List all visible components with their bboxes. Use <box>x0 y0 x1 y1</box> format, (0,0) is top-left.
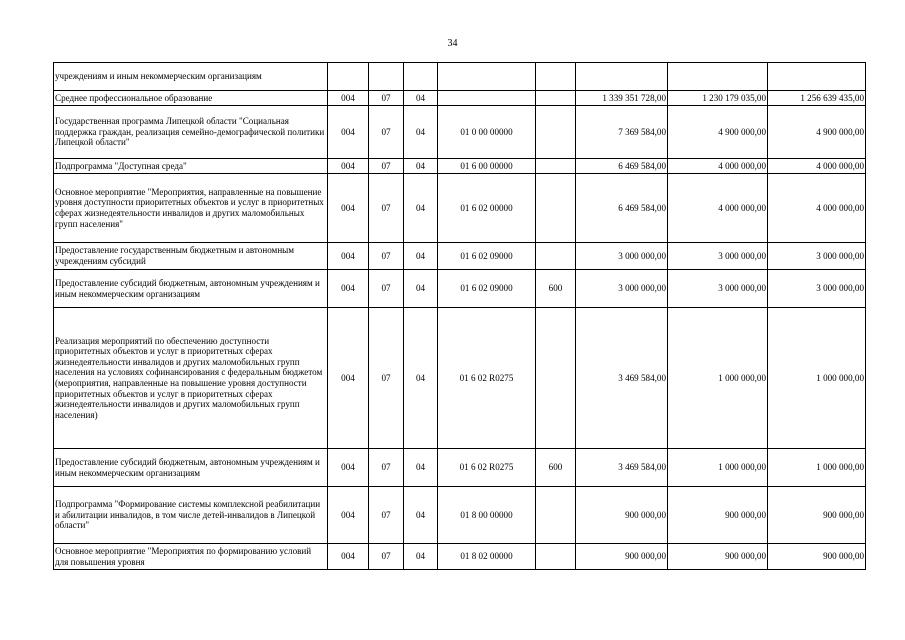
cell-amount-year1: 3 000 000,00 <box>576 270 668 308</box>
cell-target-article: 01 8 00 00000 <box>438 487 536 544</box>
cell-target-article: 01 6 02 09000 <box>438 243 536 270</box>
cell-amount-year2: 4 900 000,00 <box>668 106 768 159</box>
table-row <box>54 63 866 91</box>
cell-name: Предоставление субсидий бюджетным, автономным учреждениям и иным некоммерческим организациям <box>54 270 328 308</box>
cell-expense-type <box>536 106 576 159</box>
cell-name: Предоставление государственным бюджетным и автономным учреждениям субсидий <box>54 243 328 270</box>
cell-expense-type: 600 <box>536 270 576 308</box>
cell-amount-year2: 4 000 000,00 <box>668 159 768 174</box>
cell-section: 07 <box>369 174 404 243</box>
cell-name: Среднее профессиональное образование <box>54 91 328 106</box>
cell-section <box>369 63 404 91</box>
table-row <box>54 91 866 106</box>
cell-subsection: 04 <box>404 243 438 270</box>
cell-name: Подпрограмма "Формирование системы комплексной реабилитации и абилитации инвалидов, в том числе детей-инвалидов в Липецкой области" <box>54 487 328 544</box>
table-row <box>54 106 866 159</box>
cell-section: 07 <box>369 308 404 449</box>
cell-name: Государственная программа Липецкой области "Социальная поддержка граждан, реализация семейно-демографической политики Липецкой области" <box>54 106 328 159</box>
cell-name: учреждениям и иным некоммерческим организациям <box>54 63 328 91</box>
cell-amount-year2: 900 000,00 <box>668 487 768 544</box>
cell-grbs: 004 <box>328 544 369 570</box>
cell-section: 07 <box>369 106 404 159</box>
cell-subsection: 04 <box>404 159 438 174</box>
cell-name: Предоставление субсидий бюджетным, автономным учреждениям и иным некоммерческим организациям <box>54 449 328 487</box>
cell-section: 07 <box>369 91 404 106</box>
table-row <box>54 270 866 308</box>
cell-expense-type <box>536 174 576 243</box>
cell-amount-year3: 4 900 000,00 <box>768 106 866 159</box>
table-row <box>54 243 866 270</box>
table-row <box>54 308 866 449</box>
cell-subsection: 04 <box>404 270 438 308</box>
cell-grbs: 004 <box>328 159 369 174</box>
cell-amount-year1: 1 339 351 728,00 <box>576 91 668 106</box>
cell-target-article: 01 6 00 00000 <box>438 159 536 174</box>
page-number: 34 <box>447 38 458 49</box>
table-row <box>54 544 866 570</box>
cell-amount-year1: 7 369 584,00 <box>576 106 668 159</box>
cell-amount-year3: 1 000 000,00 <box>768 308 866 449</box>
cell-subsection: 04 <box>404 544 438 570</box>
cell-amount-year2: 1 000 000,00 <box>668 308 768 449</box>
cell-target-article: 01 8 02 00000 <box>438 544 536 570</box>
cell-amount-year3: 3 000 000,00 <box>768 243 866 270</box>
cell-amount-year2: 3 000 000,00 <box>668 270 768 308</box>
cell-amount-year1: 3 469 584,00 <box>576 449 668 487</box>
cell-section: 07 <box>369 243 404 270</box>
cell-amount-year2: 3 000 000,00 <box>668 243 768 270</box>
cell-section: 07 <box>369 544 404 570</box>
cell-amount-year1: 900 000,00 <box>576 544 668 570</box>
cell-target-article <box>438 63 536 91</box>
cell-subsection: 04 <box>404 91 438 106</box>
cell-grbs: 004 <box>328 91 369 106</box>
cell-grbs: 004 <box>328 174 369 243</box>
cell-amount-year3 <box>768 63 866 91</box>
cell-amount-year1: 900 000,00 <box>576 487 668 544</box>
cell-grbs <box>328 63 369 91</box>
cell-target-article <box>438 91 536 106</box>
cell-section: 07 <box>369 270 404 308</box>
table-row <box>54 449 866 487</box>
cell-target-article: 01 0 00 00000 <box>438 106 536 159</box>
cell-target-article: 01 6 02 09000 <box>438 270 536 308</box>
cell-grbs: 004 <box>328 308 369 449</box>
cell-expense-type <box>536 544 576 570</box>
cell-amount-year1 <box>576 63 668 91</box>
cell-amount-year2: 1 000 000,00 <box>668 449 768 487</box>
cell-amount-year1: 3 000 000,00 <box>576 243 668 270</box>
cell-expense-type <box>536 308 576 449</box>
cell-grbs: 004 <box>328 270 369 308</box>
cell-name: Основное мероприятие "Мероприятия по формированию условий для повышения уровня <box>54 544 328 570</box>
cell-amount-year1: 6 469 584,00 <box>576 174 668 243</box>
cell-amount-year3: 4 000 000,00 <box>768 159 866 174</box>
cell-grbs: 004 <box>328 106 369 159</box>
cell-expense-type <box>536 63 576 91</box>
budget-table <box>53 62 866 570</box>
cell-amount-year2 <box>668 63 768 91</box>
cell-amount-year3: 1 256 639 435,00 <box>768 91 866 106</box>
cell-section: 07 <box>369 449 404 487</box>
cell-name: Основное мероприятие "Мероприятия, направленные на повышение уровня доступности приоритетных объектов и услуг в приоритетных сферах жизнедеятельности инвалидов и других маломобильных групп населения" <box>54 174 328 243</box>
cell-section: 07 <box>369 159 404 174</box>
cell-subsection: 04 <box>404 308 438 449</box>
cell-subsection: 04 <box>404 449 438 487</box>
cell-expense-type <box>536 159 576 174</box>
table-row <box>54 159 866 174</box>
cell-grbs: 004 <box>328 243 369 270</box>
cell-grbs: 004 <box>328 487 369 544</box>
cell-amount-year1: 6 469 584,00 <box>576 159 668 174</box>
cell-expense-type <box>536 91 576 106</box>
table-row <box>54 487 866 544</box>
cell-expense-type <box>536 243 576 270</box>
cell-subsection <box>404 63 438 91</box>
cell-amount-year3: 3 000 000,00 <box>768 270 866 308</box>
cell-target-article: 01 6 02 00000 <box>438 174 536 243</box>
cell-expense-type: 600 <box>536 449 576 487</box>
cell-amount-year2: 900 000,00 <box>668 544 768 570</box>
cell-target-article: 01 6 02 R0275 <box>438 308 536 449</box>
table-body <box>54 63 866 570</box>
table-row <box>54 174 866 243</box>
cell-name: Реализация мероприятий по обеспечению доступности приоритетных объектов и услуг в приоритетных сферах жизнедеятельности инвалидов и других маломобильных групп населения на условиях софинансирования с федеральным бюджетом (мероприятия, направленные на повышение уровня доступности приоритетных объектов и услуг в приоритетных сферах жизнедеятельности инвалидов и других маломобильных групп населения) <box>54 308 328 449</box>
cell-name: Подпрограмма "Доступная среда" <box>54 159 328 174</box>
cell-amount-year3: 1 000 000,00 <box>768 449 866 487</box>
cell-amount-year3: 900 000,00 <box>768 544 866 570</box>
cell-grbs: 004 <box>328 449 369 487</box>
cell-amount-year3: 4 000 000,00 <box>768 174 866 243</box>
cell-subsection: 04 <box>404 487 438 544</box>
cell-subsection: 04 <box>404 106 438 159</box>
cell-subsection: 04 <box>404 174 438 243</box>
cell-amount-year2: 1 230 179 035,00 <box>668 91 768 106</box>
cell-section: 07 <box>369 487 404 544</box>
cell-amount-year2: 4 000 000,00 <box>668 174 768 243</box>
cell-amount-year3: 900 000,00 <box>768 487 866 544</box>
cell-expense-type <box>536 487 576 544</box>
cell-target-article: 01 6 02 R0275 <box>438 449 536 487</box>
cell-amount-year1: 3 469 584,00 <box>576 308 668 449</box>
